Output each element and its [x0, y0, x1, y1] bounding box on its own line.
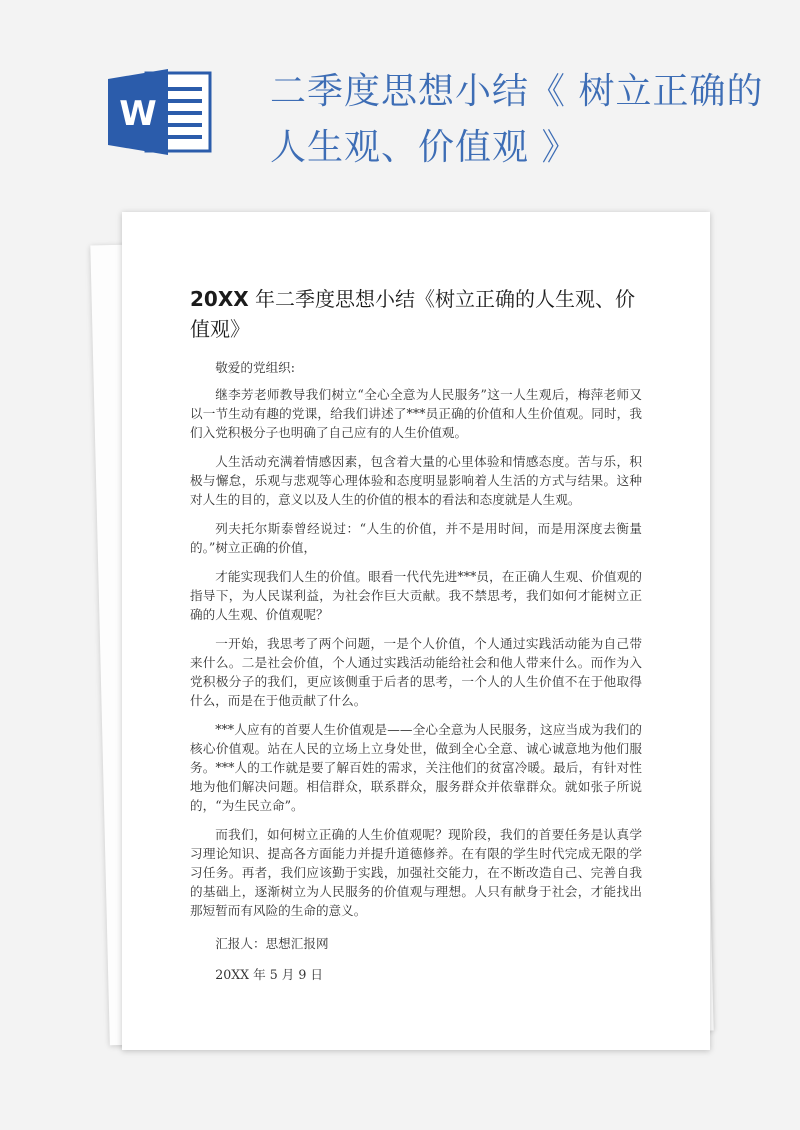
paragraph: ***人应有的首要人生价值观是——全心全意为人民服务，这应当成为我们的核心价值观。站在人民的立场上立身处世，做到全心全意、诚心诚意地为他们服务。***人的工作就是要了解百姓的需求，关注他们的贫富冷暖。最后，有针对性地为他们解决问题。相信群众，联系群众，服务群众并依靠群众。就如张子所说的，“为生民立命”。: [190, 722, 642, 813]
reporter-line: 汇报人：思想汇报网: [215, 936, 329, 951]
banner-title-line-2: 人生观、价值观 》: [270, 127, 579, 168]
paragraph: 继李芳老师教导我们树立“全心全意为人民服务”这一人生观后，梅萍老师又以一节生动有趣的党课，给我们讲述了***员正确的价值和人生价值观。同时，我们入党积极分子也明确了自己应有的人生价值观。: [190, 387, 642, 440]
banner: [0, 0, 800, 200]
paragraph: 一开始，我思考了两个问题，一是个人价值，个人通过实践活动能为自己带来什么。二是社会价值，个人通过实践活动能给社会和他人带来什么。而作为入党积极分子的我们，更应该侧重于后者的思考，一个人的人生价值不在于他取得什么，而是在于他贡献了什么。: [190, 636, 642, 708]
banner-title-line-1: 二季度思想小结《 树立正确的: [270, 71, 764, 112]
document-title-year: 20XX: [190, 287, 249, 311]
word-document-icon: [108, 67, 214, 157]
document-page: [122, 212, 710, 1050]
document-title-line-1: 年二季度思想小结《树立正确的人生观、价: [255, 287, 636, 311]
banner-title: [270, 64, 770, 176]
document-title-line-2: 值观》: [190, 317, 250, 341]
paragraph: 才能实现我们人生的价值。眼看一代代先进***员，在正确人生观、价值观的指导下，为人民谋利益，为社会作巨大贡献。我不禁思考，我们如何才能树立正确的人生观、价值观呢？: [190, 569, 642, 622]
date-line: 20XX 年 5 月 9 日: [215, 967, 323, 982]
document-body: [190, 358, 642, 994]
salutation: 敬爱的党组织:: [215, 360, 295, 375]
document-title: [190, 284, 640, 344]
paragraph: 而我们，如何树立正确的人生价值观呢？现阶段，我们的首要任务是认真学习理论知识、提高各方面能力并提升道德修养。在有限的学生时代完成无限的学习任务。再者，我们应该勤于实践，加强社交能力，在不断改造自己、完善自我的基础上，逐渐树立为人民服务的价值观与理想。人只有献身于社会，才能找出那短暂而有风险的生命的意义。: [190, 827, 642, 918]
paragraph: 人生活动充满着情感因素，包含着大量的心里体验和情感态度。苦与乐，积极与懈怠，乐观与悲观等心理体验和态度明显影响着人生活的方式与结果。这种对人生的目的，意义以及人生的价值的根本的看法和态度就是人生观。: [190, 454, 642, 507]
word-icon-letter: W: [119, 94, 157, 134]
paragraph: 列夫托尔斯泰曾经说过：“人生的价值，并不是用时间，而是用深度去衡量的。”树立正确的价值，: [190, 521, 642, 555]
